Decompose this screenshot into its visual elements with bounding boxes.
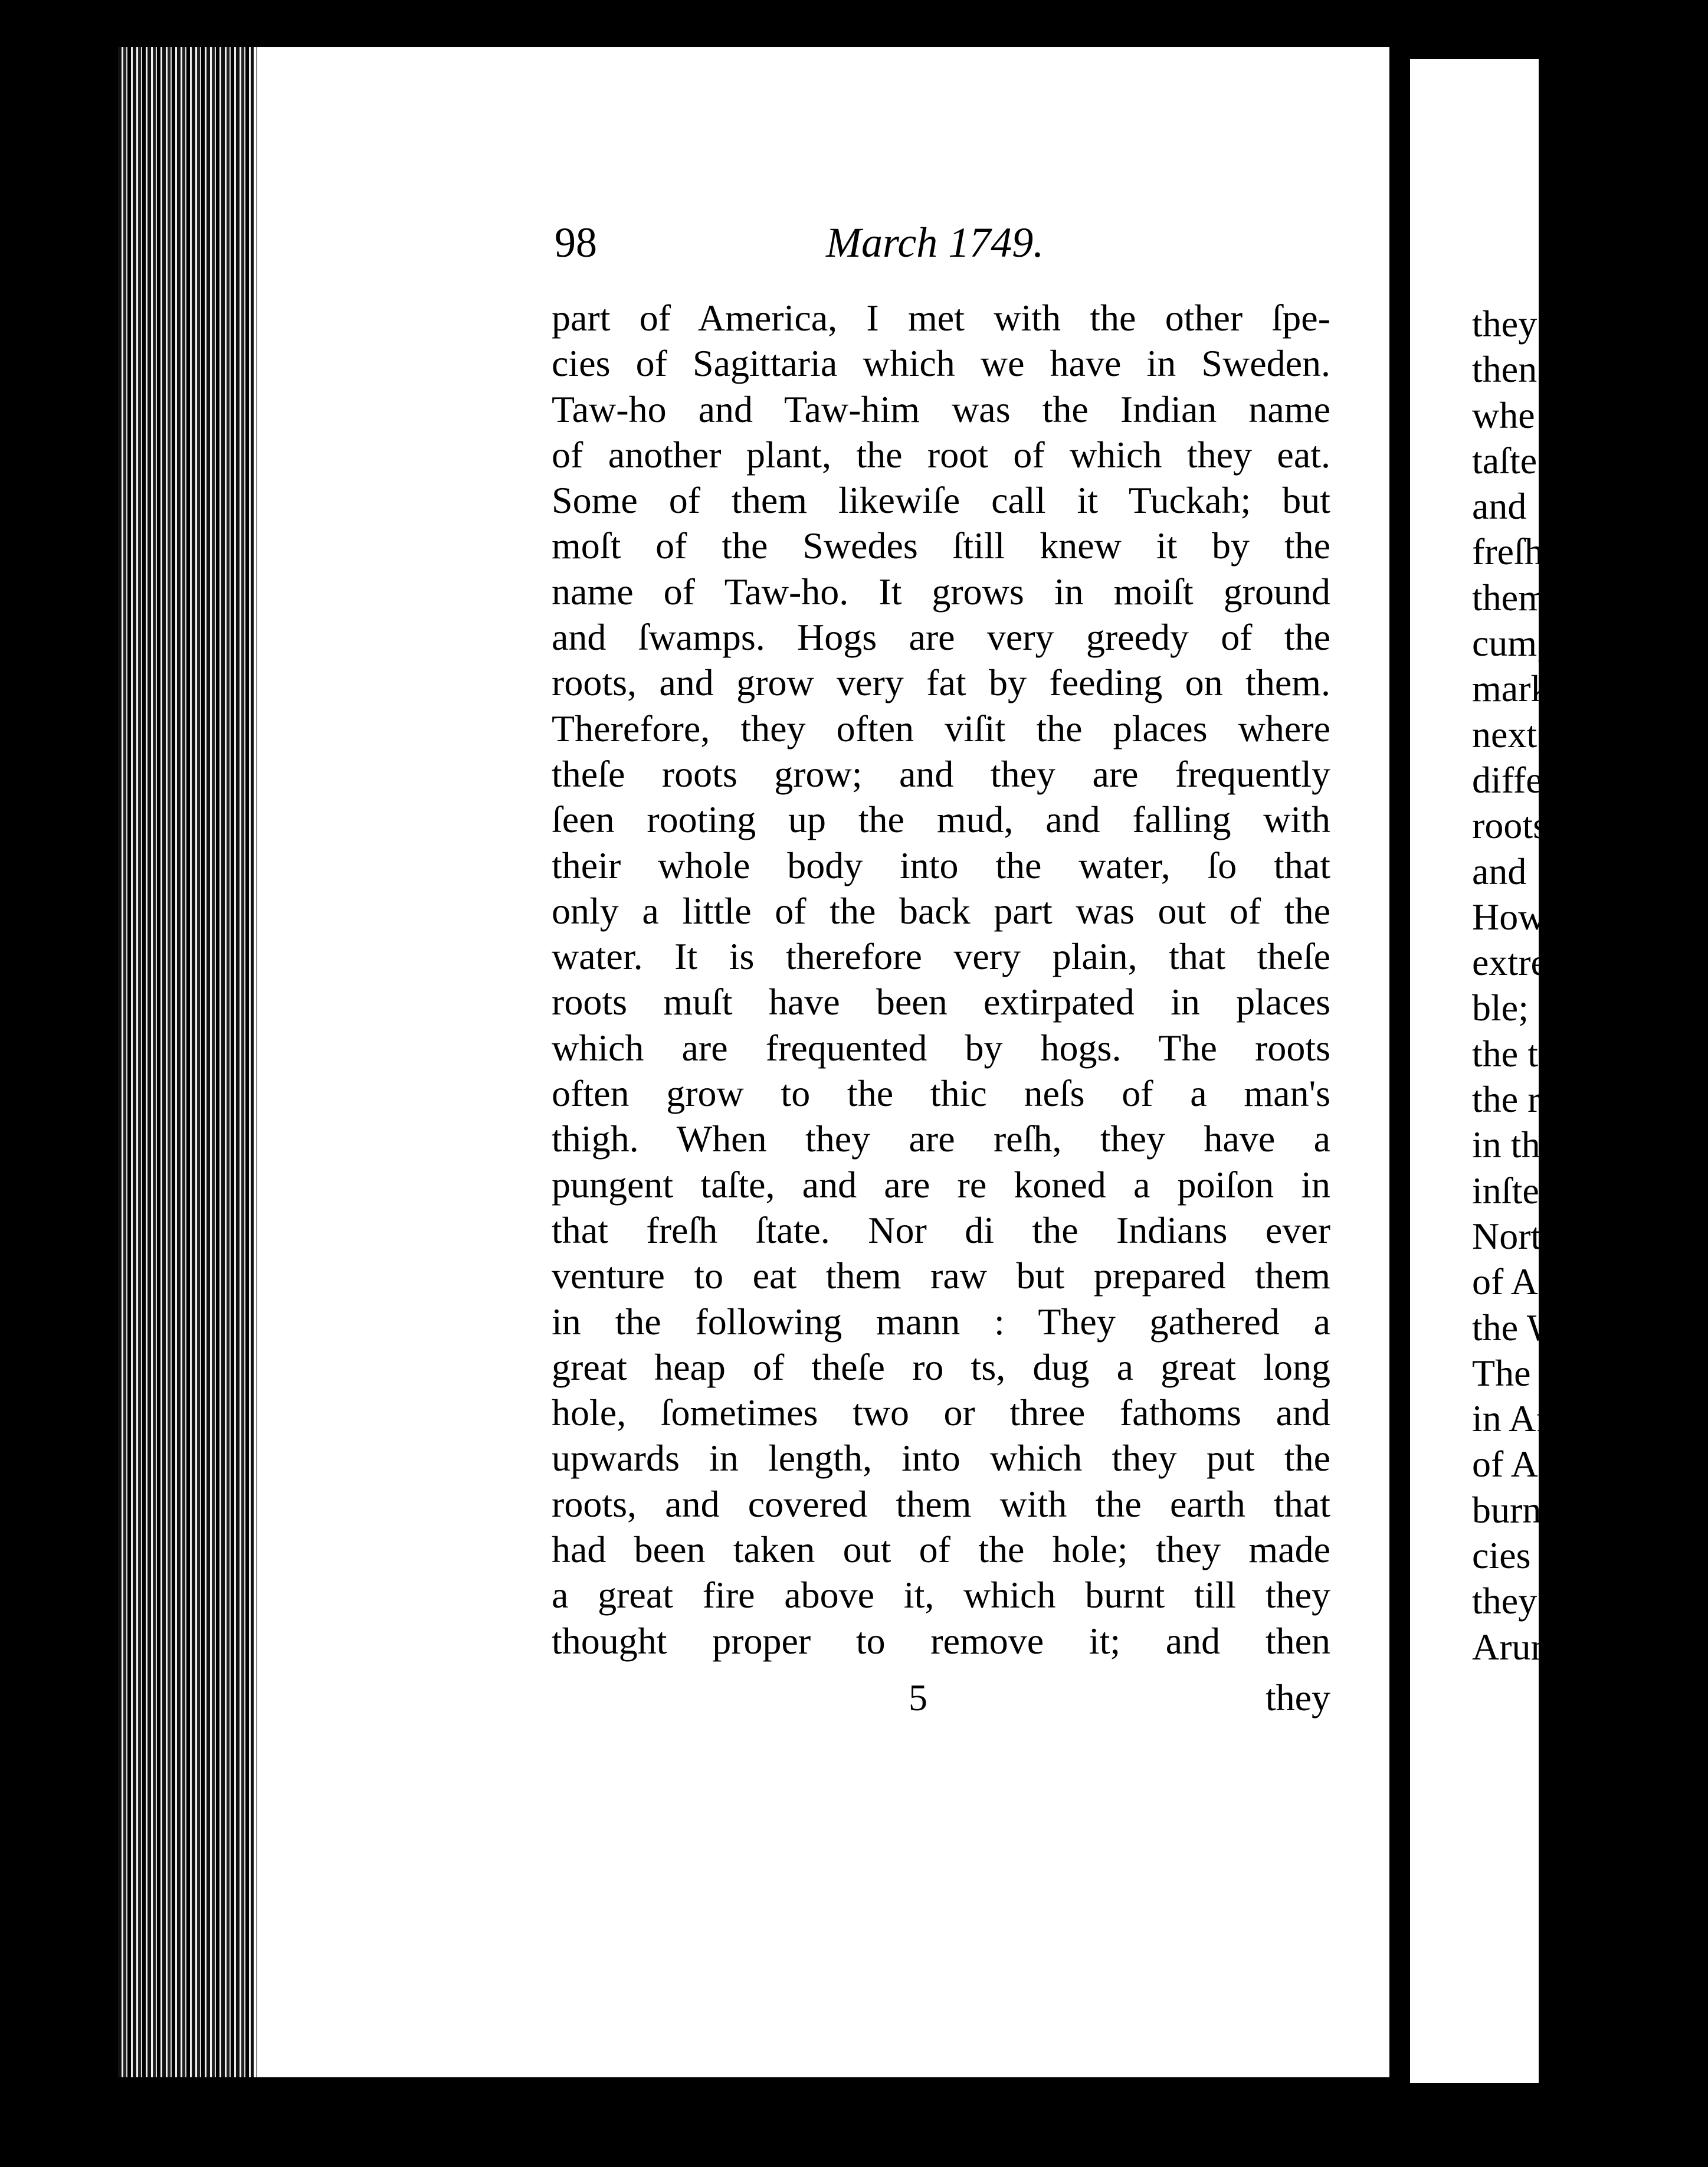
text-line: great heap of theſe ro ts, dug a great long bbox=[552, 1346, 1330, 1388]
text-line: Taw-ho and Taw-him was the Indian name bbox=[552, 388, 1330, 430]
next-line: then bbox=[1472, 348, 1537, 391]
next-line: whe bbox=[1472, 394, 1535, 436]
text-line: only a little of the back part was out of the bbox=[552, 889, 1330, 932]
next-page bbox=[1410, 59, 1571, 2083]
page-header bbox=[555, 218, 1327, 283]
text-line: Therefore, they often viſit the places where bbox=[552, 707, 1330, 749]
text-line: roots, and grow very fat by feeding on them. bbox=[552, 662, 1330, 704]
next-line: extre bbox=[1472, 941, 1548, 984]
text-line: part of America, I met with the other ſpe- bbox=[552, 297, 1330, 339]
next-line: in Af bbox=[1472, 1397, 1549, 1440]
text-line: cies of Sagittaria which we have in Sweden. bbox=[552, 342, 1330, 385]
next-line: inſtea bbox=[1472, 1169, 1556, 1212]
next-line: the to bbox=[1472, 1032, 1557, 1075]
text-line: often grow to the thic neſs of a man's bbox=[552, 1072, 1330, 1115]
text-line: their whole body into the water, ſo that bbox=[552, 844, 1330, 886]
next-line: taſte bbox=[1472, 439, 1537, 482]
text-line: pungent taſte, and are re koned a poiſon in bbox=[552, 1163, 1330, 1206]
next-line: North bbox=[1472, 1215, 1561, 1257]
next-line: of Ar bbox=[1472, 1443, 1551, 1485]
next-line: freſh bbox=[1472, 531, 1543, 573]
next-line: How bbox=[1472, 895, 1546, 938]
text-line: in the following mann : They gathered a bbox=[552, 1300, 1330, 1343]
next-line: them bbox=[1472, 576, 1548, 618]
gutter bbox=[1389, 47, 1410, 2077]
text-line: ſeen rooting up the mud, and falling with bbox=[552, 798, 1330, 841]
next-line: ble; bbox=[1472, 987, 1529, 1029]
text-line: that freſh ſtate. Nor di the Indians ever bbox=[552, 1209, 1330, 1251]
running-head: March 1749. bbox=[826, 219, 1044, 266]
next-line: they e bbox=[1472, 1580, 1563, 1622]
next-line: Arum bbox=[1472, 1625, 1561, 1668]
text-line: venture to eat them raw but prepared them bbox=[552, 1255, 1330, 1297]
signature-mark: 5 bbox=[909, 1677, 927, 1718]
text-line: upwards in length, into which they put the bbox=[552, 1437, 1330, 1479]
text-line: water. It is therefore very plain, that theſe bbox=[552, 935, 1330, 978]
page-footer bbox=[552, 1676, 1330, 1723]
next-line: next bbox=[1472, 713, 1537, 755]
next-line: the W bbox=[1472, 1306, 1563, 1348]
text-line: had been taken out of the hole; they made bbox=[552, 1528, 1330, 1571]
text-line: which are frequented by hogs. The roots bbox=[552, 1026, 1330, 1069]
next-line: The I bbox=[1472, 1351, 1553, 1394]
next-line: cies o bbox=[1472, 1534, 1559, 1577]
text-line: theſe roots grow; and they are frequently bbox=[552, 752, 1330, 795]
next-line: roots bbox=[1472, 804, 1548, 847]
page-number: 98 bbox=[555, 219, 597, 266]
text-line: of another plant, the root of which they eat. bbox=[552, 433, 1330, 476]
body-text bbox=[552, 295, 1330, 1664]
text-line: roots muſt have been extirpated in places bbox=[552, 981, 1330, 1023]
next-line: and bbox=[1472, 850, 1527, 892]
text-line: thigh. When they are reſh, they have a bbox=[552, 1118, 1330, 1160]
next-line: the ro bbox=[1472, 1078, 1559, 1121]
next-line: burnin bbox=[1472, 1488, 1571, 1531]
catchword: they bbox=[1265, 1677, 1330, 1718]
next-line: differ bbox=[1472, 758, 1555, 801]
next-line: in th bbox=[1472, 1124, 1540, 1166]
next-line: cum, bbox=[1472, 622, 1547, 664]
text-line: Some of them likewiſe call it Tuckah; but bbox=[552, 479, 1330, 522]
next-line: and bbox=[1472, 485, 1527, 528]
next-line: mark bbox=[1472, 667, 1550, 710]
text-line: hole, ſometimes two or three fathoms and bbox=[552, 1392, 1330, 1434]
text-line: roots, and covered them with the earth that bbox=[552, 1482, 1330, 1525]
text-line: and ſwamps. Hogs are very greedy of the bbox=[552, 616, 1330, 659]
text-line: name of Taw-ho. It grows in moiſt ground bbox=[552, 570, 1330, 613]
text-line: thought proper to remove it; and then bbox=[552, 1619, 1330, 1662]
next-line: of Aru bbox=[1472, 1261, 1570, 1303]
text-line: a great fire above it, which burnt till they bbox=[552, 1574, 1330, 1616]
next-page-text bbox=[1472, 301, 1708, 1670]
next-line: they bbox=[1472, 303, 1537, 345]
text-line: moſt of the Swedes ſtill knew it by the bbox=[552, 525, 1330, 567]
